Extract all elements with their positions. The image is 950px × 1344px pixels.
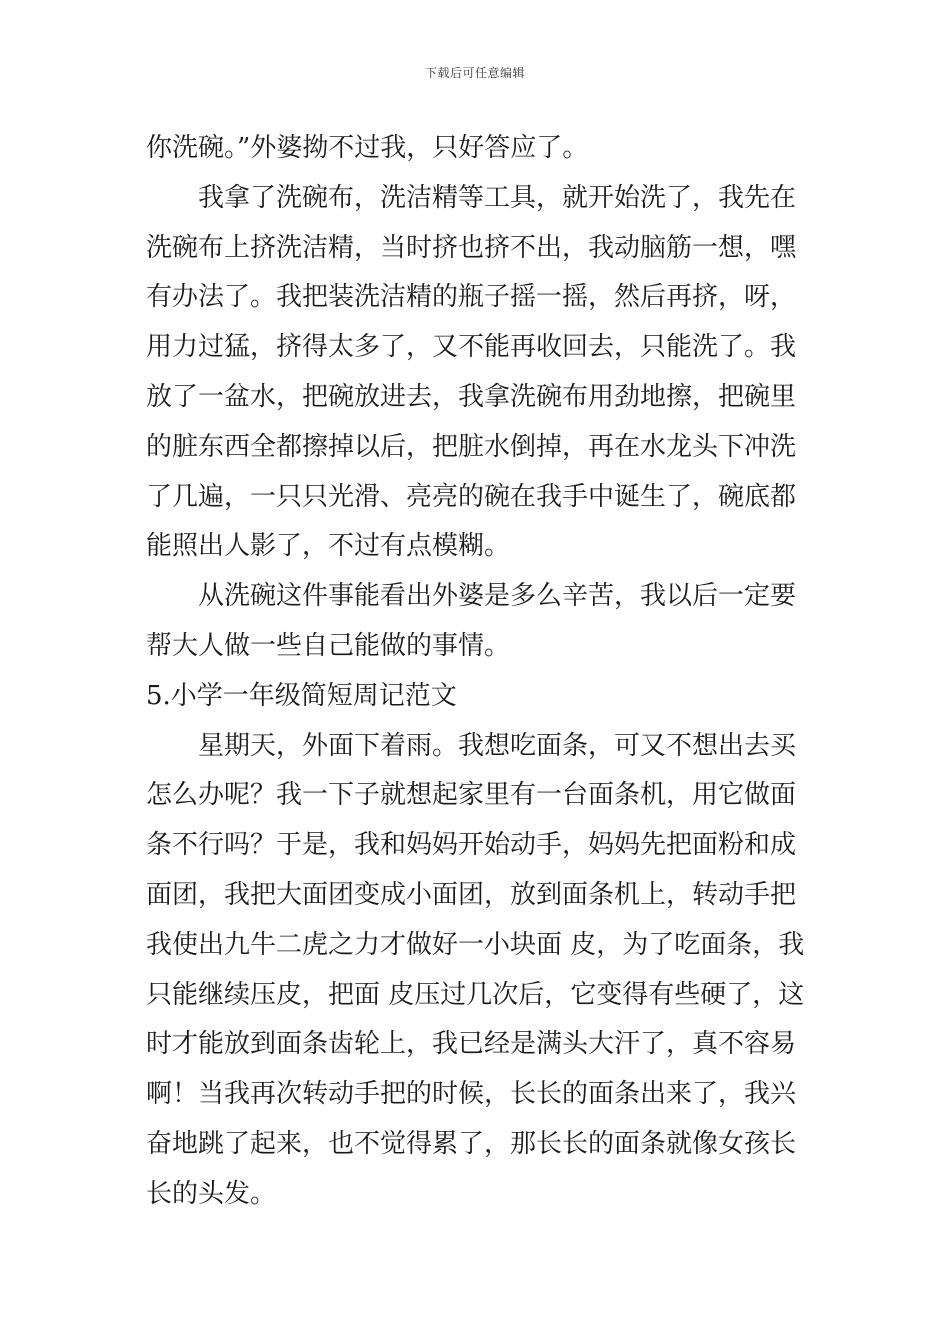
page-header: 下载后可任意编辑: [424, 66, 525, 80]
text-line: 能照出人影了，不过有点模糊。: [146, 531, 511, 562]
text-line: 的脏东西全都擦掉以后，把脏水倒掉，再在水龙头下冲洗: [146, 431, 797, 462]
text-line: 时才能放到面条齿轮上，我已经是满头大汗了，真不容易: [146, 1029, 797, 1060]
text-line: 奋地跳了起来，也不觉得累了，那长长的面条就像女孩长: [146, 1128, 797, 1159]
text-line: 用力过猛，挤得太多了，又不能再收回去，只能洗了。我: [146, 332, 797, 363]
text-line: 有办法了。我把装洗洁精的瓶子摇一摇，然后再挤，呀，: [146, 282, 797, 313]
text-line: 帮大人做一些自己能做的事情。: [146, 630, 511, 661]
text-line: 从洗碗这件事能看出外婆是多么辛苦，我以后一定要: [198, 581, 797, 612]
text-line: 长的头发。: [146, 1178, 277, 1209]
text-line: 我使出九牛二虎之力才做好一小块面 皮，为了吃面条，我: [146, 929, 805, 960]
text-line: 了几遍，一只只光滑、亮亮的碗在我手中诞生了，碗底都: [146, 481, 797, 512]
text-line: 条不行吗？于是，我和妈妈开始动手，妈妈先把面粉和成: [146, 830, 797, 861]
body-text: [146, 124, 812, 1220]
text-line: 面团，我把大面团变成小面团，放到面条机上，转动手把: [146, 879, 797, 910]
text-line: 我拿了洗碗布，洗洁精等工具，就开始洗了，我先在: [198, 182, 797, 213]
text-line: 洗碗布上挤洗洁精，当时挤也挤不出，我动脑筋一想，嘿: [146, 232, 797, 263]
text-line: 啊！当我再次转动手把的时候，长长的面条出来了，我兴: [146, 1079, 797, 1110]
text-line: 5.小学一年级简短周记范文: [146, 680, 457, 711]
text-line: 你洗碗。”外婆拗不过我，只好答应了。: [146, 133, 589, 163]
text-line: 只能继续压皮，把面 皮压过几次后，它变得有些硬了，这: [146, 979, 805, 1010]
text-line: 放了一盆水，把碗放进去，我拿洗碗布用劲地擦，把碗里: [146, 381, 797, 412]
text-line: 星期天，外面下着雨。我想吃面条，可又不想出去买: [198, 730, 797, 761]
text-line: 怎么办呢？我一下子就想起家里有一台面条机，用它做面: [146, 780, 797, 811]
